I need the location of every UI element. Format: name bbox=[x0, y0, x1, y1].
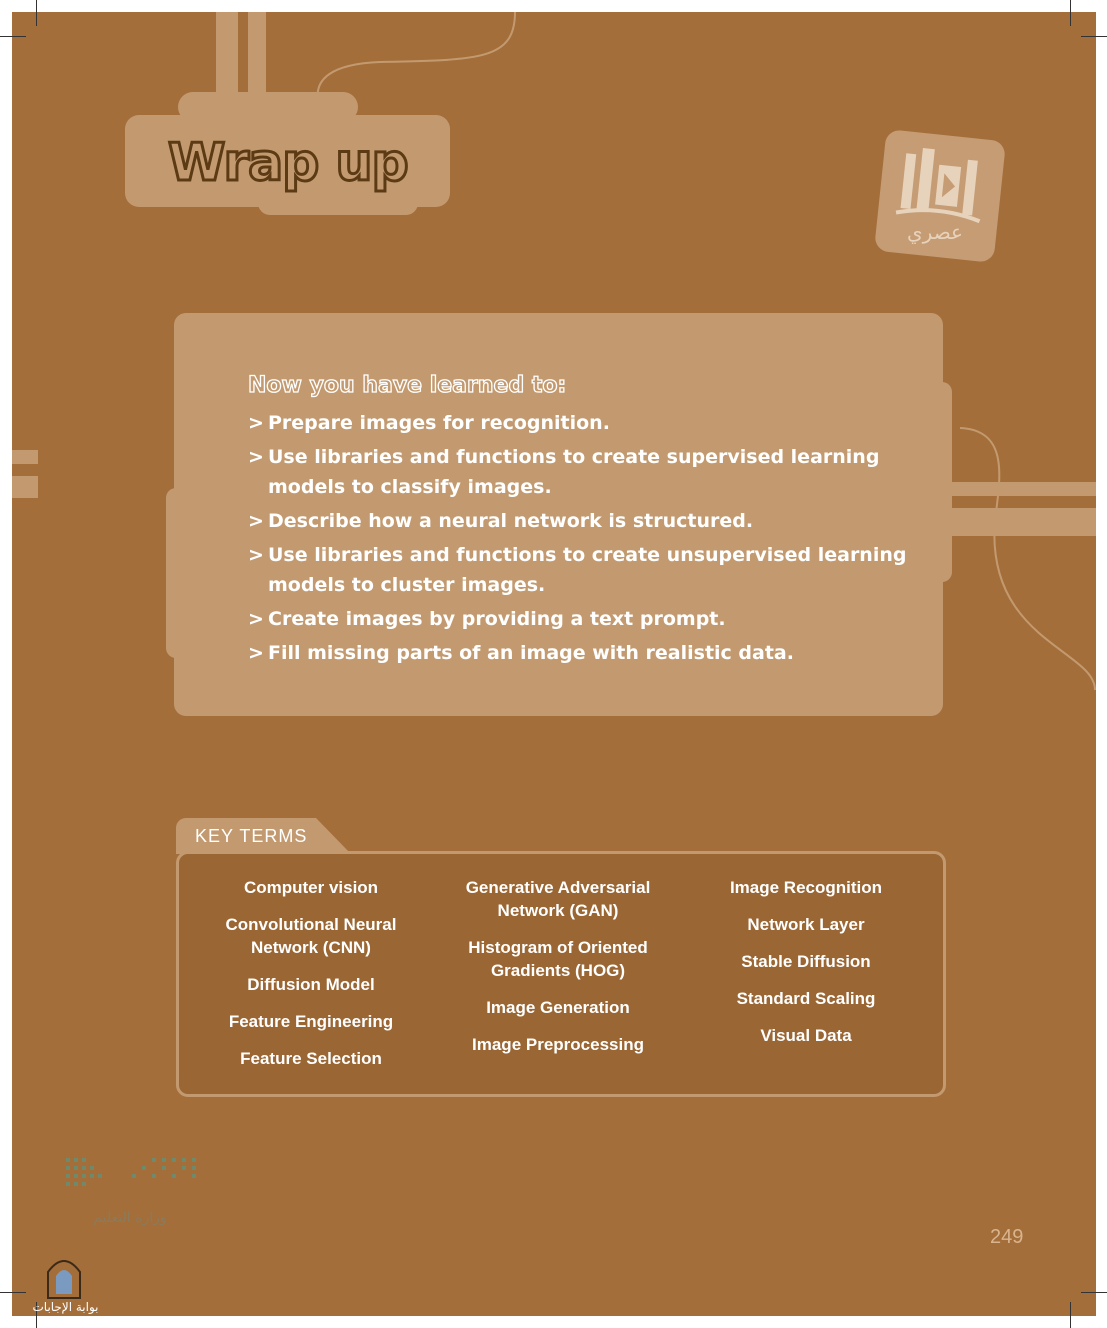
key-terms-column-3 bbox=[676, 876, 936, 1061]
watermark-emblem-icon bbox=[44, 1254, 84, 1300]
list-item bbox=[248, 604, 908, 634]
key-term: Image Recognition bbox=[729, 878, 883, 897]
list-item bbox=[248, 540, 908, 600]
objectives-list bbox=[248, 408, 908, 672]
ministry-name: وزارة التعليم bbox=[93, 1210, 167, 1226]
list-item-text: Prepare images for recognition. bbox=[268, 412, 610, 434]
logo-text: عصري bbox=[907, 220, 963, 244]
key-terms-column-2 bbox=[428, 876, 688, 1070]
key-term: Feature Selection bbox=[240, 1049, 382, 1068]
chevron-right-icon: > bbox=[248, 544, 264, 566]
list-item bbox=[248, 638, 908, 668]
page-number: 249 bbox=[990, 1226, 1024, 1248]
list-item-text: Use libraries and functions to create supervised learning models to classify images. bbox=[268, 446, 880, 498]
ministry-logo-icon bbox=[62, 1150, 202, 1260]
key-term: Network Layer bbox=[747, 915, 865, 934]
list-item bbox=[248, 442, 908, 502]
list-item-text: Create images by providing a text prompt. bbox=[268, 608, 726, 630]
list-item-text: Describe how a neural network is structured. bbox=[268, 510, 754, 532]
chevron-right-icon: > bbox=[248, 510, 264, 532]
list-item-text: Fill missing parts of an image with realistic data. bbox=[268, 642, 794, 664]
key-term: Computer vision bbox=[243, 878, 379, 897]
key-term: Histogram of Oriented Gradients (HOG) bbox=[468, 938, 648, 980]
page-title: Wrap up bbox=[168, 133, 408, 193]
chevron-right-icon: > bbox=[248, 446, 264, 468]
key-terms-column-1 bbox=[181, 876, 441, 1084]
summary-heading: Now you have learned to: bbox=[248, 373, 567, 398]
chevron-right-icon: > bbox=[248, 642, 264, 664]
watermark-text: بوابة الإجابات bbox=[32, 1300, 99, 1314]
key-term: Visual Data bbox=[760, 1026, 852, 1045]
chevron-right-icon: > bbox=[248, 412, 264, 434]
title-banner-tab bbox=[258, 195, 418, 215]
key-term: Standard Scaling bbox=[736, 989, 876, 1008]
key-term: Stable Diffusion bbox=[741, 952, 871, 971]
list-item bbox=[248, 506, 908, 536]
key-term: Image Preprocessing bbox=[472, 1035, 644, 1054]
key-term: Convolutional Neural Network (CNN) bbox=[225, 915, 397, 957]
chevron-right-icon: > bbox=[248, 608, 264, 630]
key-term: Image Generation bbox=[486, 998, 630, 1017]
list-item bbox=[248, 408, 908, 438]
key-term: Feature Engineering bbox=[228, 1012, 394, 1031]
key-terms-label: KEY TERMS bbox=[195, 826, 308, 846]
key-term: Generative Adversarial Network (GAN) bbox=[465, 878, 651, 920]
key-term: Diffusion Model bbox=[247, 975, 375, 994]
list-item-text: Use libraries and functions to create unsupervised learning models to cluster images. bbox=[268, 544, 907, 596]
